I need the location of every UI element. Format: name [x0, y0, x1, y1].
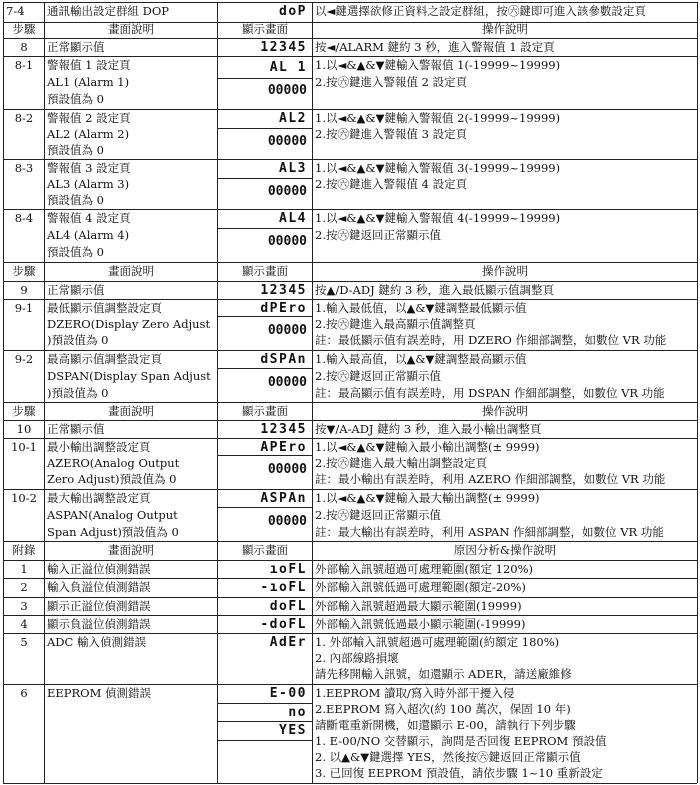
display-value: 00000 — [267, 184, 307, 199]
step-operation: 2.按㊅鍵進入警報值 2 設定頁 — [315, 75, 468, 89]
step-desc: 正常顯示值 — [47, 422, 105, 436]
display-value: 12345 — [260, 283, 307, 298]
header-operation: 操作說明 — [482, 404, 528, 418]
display-value: AL4 — [279, 211, 307, 226]
step-desc: AZERO(Analog Output — [47, 456, 180, 470]
rule — [217, 740, 312, 741]
header-display: 顯示畫面 — [242, 264, 288, 278]
display-value: 00000 — [267, 375, 307, 390]
step-desc: 最小輸出調整設定頁 — [47, 440, 151, 454]
display-value: doFL — [269, 599, 307, 614]
step-desc: Span Adjust)預設值為 0 — [47, 525, 179, 539]
step-num: 8-3 — [14, 161, 34, 175]
display-value: ıoFL — [269, 562, 307, 577]
rule — [217, 507, 312, 508]
rule — [3, 262, 697, 263]
step-num: 5 — [20, 635, 28, 649]
header-step: 步驟 — [12, 264, 36, 278]
step-desc: AL3 (Alarm 3) — [47, 177, 130, 191]
step-num: 8-1 — [14, 58, 34, 72]
display-value: dSPAn — [260, 352, 307, 367]
step-desc: 警報值 4 設定頁 — [47, 211, 131, 225]
step-desc: 警報值 3 設定頁 — [47, 161, 131, 175]
rule — [217, 2, 218, 783]
header-display: 顯示畫面 — [242, 22, 288, 36]
step-operation: 註：最大輸出有誤差時，利用 ASPAN 作細部調整，如數位 VR 功能 — [315, 525, 664, 539]
rule — [3, 420, 697, 421]
display-value: 00000 — [267, 134, 307, 149]
step-operation: 1.以◄&▲&▼鍵輸入警報值 3(-19999~19999) — [315, 161, 561, 175]
header-display: 顯示畫面 — [242, 404, 288, 418]
step-num: 4 — [20, 617, 28, 631]
rule — [217, 316, 312, 317]
display-value: AL2 — [279, 111, 307, 126]
display-value: -ıoFL — [260, 580, 307, 595]
step-num: 8-4 — [14, 211, 34, 225]
display-value: 00000 — [267, 514, 307, 529]
rule — [3, 541, 697, 542]
step-operation: 1.以◄&▲&▼鍵輸入最小輸出調整(± 9999) — [315, 440, 540, 454]
step-num: 8-2 — [14, 111, 34, 125]
rule — [3, 281, 697, 282]
rule — [312, 2, 313, 783]
display-value: 00000 — [267, 323, 307, 338]
step-desc: 預設值為 0 — [47, 193, 104, 207]
step-num: 10-1 — [11, 440, 37, 454]
step-num: 1 — [20, 562, 28, 576]
step-desc: )預設值為 0 — [47, 333, 109, 347]
header-step: 步驟 — [12, 404, 36, 418]
rule — [217, 721, 312, 722]
display-value: 00000 — [267, 462, 307, 477]
rule — [3, 299, 697, 300]
rule — [3, 38, 697, 39]
display-value: AL 1 — [269, 60, 307, 75]
display-value: doP — [279, 4, 307, 19]
rule — [217, 78, 312, 79]
rule — [217, 368, 312, 369]
step-num: 3 — [20, 599, 28, 613]
step-desc: AL4 (Alarm 4) — [47, 228, 130, 242]
step-operation: 2.按㊅鍵進入最大輸出調整設定頁 — [315, 456, 487, 470]
step-desc: 正常顯示值 — [47, 283, 105, 297]
rule — [217, 703, 312, 704]
rule — [3, 402, 697, 403]
step-operation: 1.EEPROM 讀取/寫入時外部干擾入侵 — [315, 686, 515, 700]
rule — [3, 597, 697, 598]
header-desc: 畫面說明 — [108, 22, 154, 36]
step-desc: 最低顯示值調整設定頁 — [47, 301, 162, 315]
step-desc: )預設值為 0 — [47, 386, 109, 400]
step-operation: 2.EEPROM 寫入超次(約 100 萬次，保固 10 年) — [315, 702, 571, 716]
step-operation: 註：最小輸出有誤差時，利用 AZERO 作細部調整，如數位 VR 功能 — [315, 472, 666, 486]
rule — [3, 633, 697, 634]
step-desc: DZERO(Display Zero Adjust — [47, 317, 211, 331]
step-operation: 1. E-00/NO 交替顯示，詢問是否回復 EEPROM 預設值 — [315, 734, 607, 748]
rule — [44, 2, 45, 783]
display-value: AdEr — [269, 635, 307, 650]
header-operation: 原因分析&操作說明 — [453, 543, 557, 557]
display-value: dPErо — [260, 301, 307, 316]
header-desc: 畫面說明 — [108, 543, 154, 557]
step-desc: ADC 輸入偵測錯誤 — [47, 635, 146, 649]
step-operation: 2.按㊅鍵進入最高顯示值調整頁 — [315, 317, 476, 331]
step-desc: 輸入負溢位偵測錯誤 — [47, 580, 151, 594]
rule — [3, 489, 697, 490]
display-value: E-00 — [269, 686, 307, 701]
step-operation: 2.按㊅鍵返回正常顯示值 — [315, 228, 441, 242]
step-desc: 預設值為 0 — [47, 245, 104, 259]
header-operation: 操作說明 — [482, 264, 528, 278]
rule — [697, 2, 698, 783]
step-operation: 外部輸入訊號低過最小顯示範圍(-19999) — [315, 617, 526, 631]
rule — [3, 350, 697, 351]
step-operation: 2.按㊅鍵進入警報值 4 設定頁 — [315, 177, 468, 191]
header-step: 附錄 — [12, 543, 36, 557]
step-operation: 2.按㊅鍵返回正常顯示值 — [315, 508, 441, 522]
step-num: 2 — [20, 580, 28, 594]
step-operation: 1.以◄&▲&▼鍵輸入警報值 2(-19999~19999) — [315, 111, 561, 125]
step-operation: 外部輸入訊號超過可處理範圍(額定 120%) — [315, 562, 534, 576]
step-operation: 1.輸入最低值，以▲&▼鍵調整最低顯示值 — [315, 301, 527, 315]
rule — [3, 560, 697, 561]
step-desc: AL1 (Alarm 1) — [47, 75, 130, 89]
step-desc: 顯示負溢位偵測錯誤 — [47, 617, 151, 631]
display-value: 12345 — [260, 40, 307, 55]
step-num: 7-4 — [6, 4, 25, 18]
step-num: 10-2 — [11, 491, 37, 505]
step-num: 9-1 — [14, 301, 34, 315]
header-desc: 畫面說明 — [108, 404, 154, 418]
step-operation: 按◄/ALARM 鍵約 3 秒，進入警報值 1 設定頁 — [315, 40, 555, 54]
step-operation: 1. 外部輸入訊號超過可處理範圍(約額定 180%) — [315, 635, 560, 649]
step-operation: 3. 已回復 EEPROM 預設值，請依步驟 1~10 重新設定 — [315, 766, 603, 780]
step-operation: 2. 以▲&▼鍵選擇 YES，然後按㊅鍵返回正常顯示值 — [315, 750, 581, 764]
step-desc: AL2 (Alarm 2) — [47, 127, 130, 141]
step-operation: 註：最低顯示值有誤差時，用 DZERO 作細部調整，如數位 VR 功能 — [315, 333, 667, 347]
step-num: 9 — [20, 283, 28, 297]
rule — [3, 209, 697, 210]
step-desc: DSPAN(Display Span Adjust — [47, 369, 211, 383]
step-num: 8 — [20, 40, 28, 54]
step-num: 10 — [16, 422, 32, 436]
display-value: ASPAn — [260, 491, 307, 506]
step-operation: 1.以◄&▲&▼鍵輸入最大輸出調整(± 9999) — [315, 491, 540, 505]
rule — [3, 578, 697, 579]
step-desc: 正常顯示值 — [47, 40, 105, 54]
display-value: 00000 — [267, 83, 307, 98]
step-desc: 最高顯示值調整設定頁 — [47, 352, 162, 366]
step-operation: 2. 內部線路損壞 — [315, 651, 399, 665]
step-desc: 輸入正溢位偵測錯誤 — [47, 562, 151, 576]
rule — [3, 109, 697, 110]
display-value: AL3 — [279, 161, 307, 176]
step-desc: 通訊輸出設定群組 DOP — [47, 4, 170, 18]
step-desc: 預設值為 0 — [47, 92, 104, 106]
rule — [217, 455, 312, 456]
step-operation: 註：最高顯示值有誤差時，用 DSPAN 作細部調整，如數位 VR 功能 — [315, 386, 665, 400]
step-desc: Zero Adjust)預設值為 0 — [47, 472, 177, 486]
header-desc: 畫面說明 — [108, 264, 154, 278]
display-value: 12345 — [260, 422, 307, 437]
step-operation: 請先移開輸入訊號，如還顯示 ADER，請送廠維修 — [315, 667, 572, 681]
rule — [3, 684, 697, 685]
step-operation: 按▼/A-ADJ 鍵約 3 秒，進入最小輸出調整頁 — [315, 422, 542, 436]
rule — [3, 159, 697, 160]
display-value: 00000 — [267, 234, 307, 249]
display-value: YES — [279, 723, 307, 738]
step-operation: 1.以◄&▲&▼鍵輸入警報值 1(-19999~19999) — [315, 58, 561, 72]
step-operation: 外部輸入訊號超過最大顯示範圍(19999) — [315, 599, 522, 613]
header-display: 顯示畫面 — [242, 543, 288, 557]
header-operation: 操作說明 — [482, 22, 528, 36]
step-desc: 警報值 1 設定頁 — [47, 58, 131, 72]
step-operation: 外部輸入訊號低過可處理範圍(額定-20%) — [315, 580, 526, 594]
rule — [3, 2, 697, 3]
rule — [3, 783, 697, 784]
rule — [217, 228, 312, 229]
step-num: 9-2 — [14, 352, 34, 366]
step-desc: 顯示正溢位偵測錯誤 — [47, 599, 151, 613]
step-operation: 2.按㊅鍵返回正常顯示值 — [315, 369, 441, 383]
step-operation: 1.以◄&▲&▼鍵輸入警報值 4(-19999~19999) — [315, 211, 561, 225]
step-desc: 警報值 2 設定頁 — [47, 111, 131, 125]
step-desc: 預設值為 0 — [47, 143, 104, 157]
display-value: no — [288, 705, 307, 720]
step-num: 6 — [20, 686, 28, 700]
rule — [217, 128, 312, 129]
step-operation: 按▲/D-ADJ 鍵約 3 秒，進入最低顯示值調整頁 — [315, 283, 554, 297]
step-desc: EEPROM 偵測錯誤 — [47, 686, 152, 700]
rule — [3, 56, 697, 57]
step-operation: 2.按㊅鍵進入警報值 3 設定頁 — [315, 127, 468, 141]
step-desc: 最大輸出調整設定頁 — [47, 491, 151, 505]
step-operation: 以◄鍵選擇欲修正資料之設定群組，按㊅鍵即可進入該參數設定頁 — [315, 4, 646, 18]
rule — [3, 438, 697, 439]
rule — [3, 615, 697, 616]
step-operation: 請斷電重新開機，如還顯示 E-00，請執行下列步驟 — [315, 718, 576, 732]
header-step: 步驟 — [12, 22, 36, 36]
display-value: APErо — [260, 440, 307, 455]
display-value: -doFL — [260, 617, 307, 632]
step-desc: ASPAN(Analog Output — [47, 508, 178, 522]
rule — [217, 178, 312, 179]
step-operation: 1.輸入最高值，以▲&▼鍵調整最高顯示值 — [315, 352, 527, 366]
